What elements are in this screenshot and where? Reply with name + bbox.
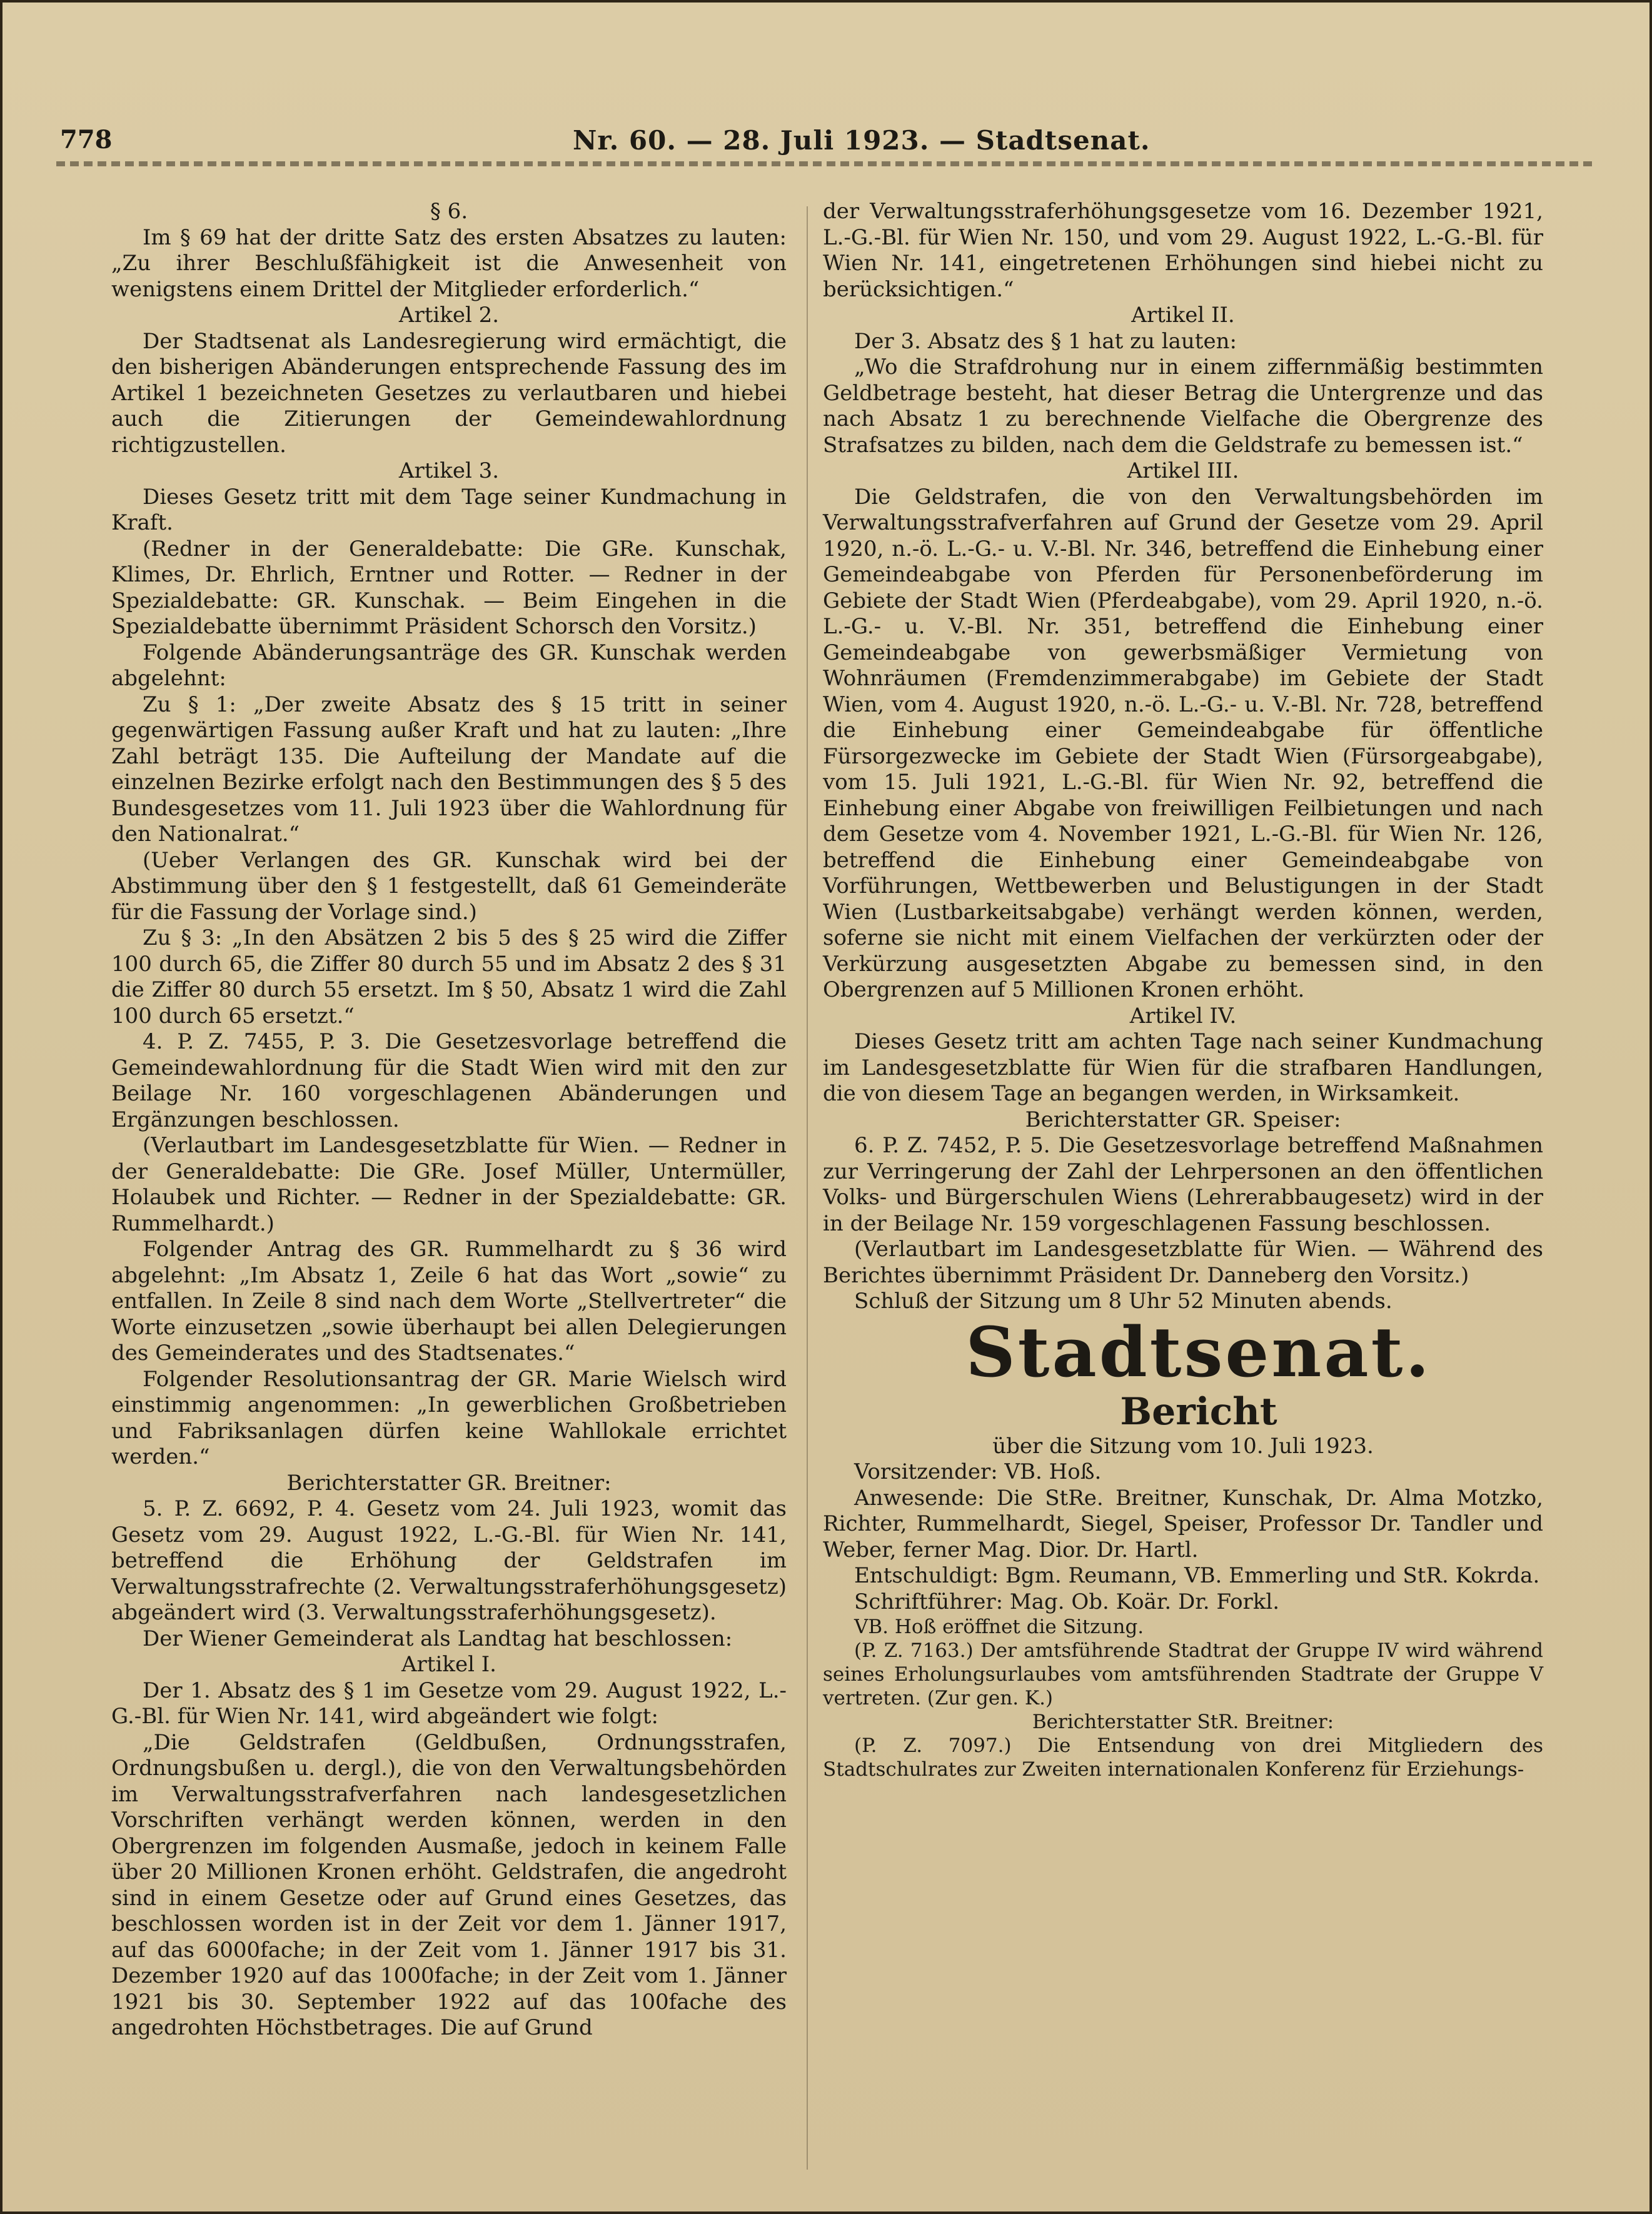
paragraph: Zu § 3: „In den Absätzen 2 bis 5 des § 25 wird die Ziffer 100 durch 65, die Ziffer 80 durch 55 und im Absatz 2 des § 31 die Ziffer 80 durch 55 ersetzt. Im § 50, Absatz 1 wird die Zahl 100 durch 65 ersetzt.“ xyxy=(111,925,787,1029)
section-title: Stadtsenat. xyxy=(965,1311,1432,1392)
section-heading: Artikel III. xyxy=(1127,458,1239,483)
paragraph: (P. Z. 7163.) Der amtsführende Stadtrat der Gruppe IV wird während seines Erholungsurlaubes vom amtsführenden Stadtrate der Gruppe V vertreten. (Zur gen. K.) xyxy=(823,1639,1543,1709)
section-heading: Artikel II. xyxy=(1131,303,1235,328)
paragraph: Der Stadtsenat als Landesregierung wird ermächtigt, die den bisherigen Abänderungen entsprechende Fassung des im Artikel 1 bezeichneten Gesetzes zu verlautbaren und hiebei auch die Zitierungen der Gemeindewahlordnung richtigzustellen. xyxy=(111,328,787,458)
paragraph: Berichterstatter StR. Breitner: xyxy=(1032,1711,1334,1733)
paragraph: Der 1. Absatz des § 1 im Gesetze vom 29. August 1922, L.-G.-Bl. für Wien Nr. 141, wird abgeändert wie folgt: xyxy=(111,1678,787,1729)
paragraph: Der Wiener Gemeinderat als Landtag hat beschlossen: xyxy=(143,1626,733,1651)
paragraph: Folgender Resolutionsantrag der GR. Marie Wielsch wird einstimmig angenommen: „In gewerblichen Großbetrieben und Fabriksanlagen dürfen keine Wahllokale errichtet werden.“ xyxy=(111,1366,787,1469)
paragraph: (Verlautbart im Landesgesetzblatte für Wien. — Redner in der Generaldebatte: Die GRe. Josef Müller, Untermüller, Holaubek und Richter. — Redner in der Spezialdebatte: GR. Rummelhardt.) xyxy=(111,1133,787,1236)
paragraph: 6. P. Z. 7452, P. 5. Die Gesetzesvorlage betreffend Maßnahmen zur Verringerung der Zahl der Lehrpersonen an den öffentlichen Volks- und Bürgerschulen Wiens (Lehrerabbaugesetz) wird in der in der Beilage Nr. 159 vorgeschlagenen Fassung beschlossen. xyxy=(823,1133,1543,1236)
section-heading: Berichterstatter GR. Speiser: xyxy=(1025,1107,1341,1132)
paragraph: „Die Geldstrafen (Geldbußen, Ordnungsstrafen, Ordnungsbußen u. dergl.), die von den Verwaltungsbehörden im Verwaltungsstrafverfahren nach landesgesetzlichen Vorschriften verhängt werden können, werden in den Obergrenzen im folgenden Ausmaße, jedoch in keinem Falle über 20 Millionen Kronen erhöht. Geldstrafen, die angedroht sind in einem Gesetze oder auf Grund eines Gesetzes, das beschlossen worden ist in der Zeit vor dem 1. Jänner 1917, auf das 6000fache; in der Zeit vom 1. Jänner 1917 bis 31. Dezember 1920 auf das 1000fache; in der Zeit vom 1. Jänner 1921 bis 30. September 1922 auf das 100fache des angedrohten Höchstbetrages. Die auf Grund xyxy=(111,1729,787,2040)
running-title: Nr. 60. — 28. Juli 1923. — Stadtsenat. xyxy=(573,125,1151,156)
paragraph: Dieses Gesetz tritt mit dem Tage seiner Kundmachung in Kraft. xyxy=(111,484,787,535)
paragraph: (P. Z. 7097.) Die Entsendung von drei Mitgliedern des Stadtschulrates zur Zweiten internationalen Konferenz für Erziehungs- xyxy=(823,1734,1543,1781)
left-column xyxy=(111,199,787,2041)
section-heading: Artikel IV. xyxy=(1129,1003,1237,1029)
paragraph: Vorsitzender: VB. Hoß. xyxy=(854,1459,1102,1484)
paragraph: der Verwaltungsstraferhöhungsgesetze vom 16. Dezember 1921, L.-G.-Bl. für Wien Nr. 150, und vom 29. August 1922, L.-G.-Bl. für Wien Nr. 141, eingetretenen Erhöhungen sind hiebei nicht zu berücksichtigen.“ xyxy=(823,199,1543,302)
paragraph: Entschuldigt: Bgm. Reumann, VB. Emmerling und StR. Kokrda. xyxy=(854,1563,1540,1588)
paragraph: Schriftführer: Mag. Ob. Koär. Dr. Forkl. xyxy=(854,1589,1280,1614)
paragraph: „Wo die Strafdrohung nur in einem ziffernmäßig bestimmten Geldbetrage besteht, hat dieser Betrag die Untergrenze und das nach Absatz 1 zu berechnende Vielfache die Obergrenze des Strafsatzes zu bilden, nach dem die Geldstrafe zu bemessen ist.“ xyxy=(823,355,1543,458)
paragraph: Der 3. Absatz des § 1 hat zu lauten: xyxy=(854,328,1237,354)
paragraph: Dieses Gesetz tritt am achten Tage nach seiner Kundmachung im Landesgesetzblatte für Wien für die strafbaren Handlungen, die von diesem Tage an begangen werden, in Wirksamkeit. xyxy=(823,1029,1543,1106)
paragraph: Folgende Abänderungsanträge des GR. Kunschak werden abgelehnt: xyxy=(111,640,787,691)
section-subtitle: Bericht xyxy=(1120,1389,1277,1434)
paragraph: (Verlautbart im Landesgesetzblatte für Wien. — Während des Berichtes übernimmt Präsident Dr. Danneberg den Vorsitz.) xyxy=(823,1237,1543,1288)
paragraph: (Ueber Verlangen des GR. Kunschak wird bei der Abstimmung über den § 1 festgestellt, daß 61 Gemeinderäte für die Fassung der Vorlage sind.) xyxy=(111,847,787,925)
paragraph: Die Geldstrafen, die von den Verwaltungsbehörden im Verwaltungsstrafverfahren auf Grund der Gesetze vom 29. April 1920, n.-ö. L.-G.- u. V.-Bl. Nr. 346, betreffend die Einhebung einer Gemeindeabgabe von Pferden für Personenbeförderung im Gebiete der Stadt Wien (Pferdeabgabe), vom 29. April 1920, n.-ö. L.-G.- u. V.-Bl. Nr. 351, betreffend die Einhebung einer Gemeindeabgabe von gewerbsmäßiger Vermietung von Wohnräumen (Fremdenzimmerabgabe) im Gebiete der Stadt Wien, vom 4. August 1920, n.-ö. L.-G.- u. V.-Bl. Nr. 728, betreffend die Einhebung einer Gemeindeabgabe für öffentliche Fürsorgezwecke im Gebiete der Stadt Wien (Fürsorgeabgabe), vom 15. Juli 1921, L.-G.-Bl. für Wien Nr. 92, betreffend die Einhebung einer Abgabe von freiwilligen Feilbietungen und nach dem Gesetze vom 4. November 1921, L.-G.-Bl. für Wien Nr. 126, betreffend die Einhebung einer Gemeindeabgabe von Vorführungen, Wettbewerben und Belustigungen in der Stadt Wien (Lustbarkeitsabgabe) verhängt werden können, werden, soferne sie nicht mit einem Vielfachen der verkürzten oder der Verkürzung ausgesetzten Abgabe zu bemessen sind, in den Obergrenzen auf 5 Millionen Kronen erhöht. xyxy=(823,484,1543,1002)
section-heading: Artikel 3. xyxy=(398,458,500,483)
paragraph: Anwesende: Die StRe. Breitner, Kunschak, Dr. Alma Motzko, Richter, Rummelhardt, Siegel, Speiser, Professor Dr. Tandler und Weber, ferner Mag. Dior. Dr. Hartl. xyxy=(823,1485,1543,1562)
paragraph: Schluß der Sitzung um 8 Uhr 52 Minuten abends. xyxy=(854,1289,1393,1314)
section-heading: § 6. xyxy=(430,199,468,224)
right-column xyxy=(823,199,1543,1781)
paragraph: Folgender Antrag des GR. Rummelhardt zu § 36 wird abgelehnt: „Im Absatz 1, Zeile 6 hat das Wort „sowie“ zu entfallen. In Zeile 8 sind nach dem Worte „Stellvertreter“ die Worte einzusetzen „sowie überhaupt bei allen Delegierungen des Gemeinderates und des Stadtsenates.“ xyxy=(111,1237,787,1366)
page-number: 778 xyxy=(60,125,113,154)
paragraph: (Redner in der Generaldebatte: Die GRe. Kunschak, Klimes, Dr. Ehrlich, Erntner und Rotter. — Redner in der Spezialdebatte: GR. Kunschak. — Beim Eingehen in die Spezialdebatte übernimmt Präsident Schorsch den Vorsitz.) xyxy=(111,536,787,639)
paragraph: Zu § 1: „Der zweite Absatz des § 15 tritt in seiner gegenwärtigen Fassung außer Kraft und hat zu lauten: „Ihre Zahl beträgt 135. Die Aufteilung der Mandate auf die einzelnen Bezirke erfolgt nach den Bestimmungen des § 5 des Bundesgesetzes vom 11. Juli 1923 über die Wahlordnung für den Nationalrat.“ xyxy=(111,692,787,847)
paragraph: 4. P. Z. 7455, P. 3. Die Gesetzesvorlage betreffend die Gemeindewahlordnung für die Stadt Wien wird mit den zur Beilage Nr. 160 vorgeschlagenen Abänderungen und Ergänzungen beschlossen. xyxy=(111,1029,787,1132)
paragraph: Im § 69 hat der dritte Satz des ersten Absatzes zu lauten: „Zu ihrer Beschlußfähigkeit ist die Anwesenheit von wenigstens einem Drittel der Mitglieder erforderlich.“ xyxy=(111,224,787,302)
paragraph: VB. Hoß eröffnet die Sitzung. xyxy=(854,1616,1144,1638)
section-heading: über die Sitzung vom 10. Juli 1923. xyxy=(992,1433,1374,1459)
section-heading: Artikel 2. xyxy=(398,303,500,328)
section-heading: Artikel I. xyxy=(401,1652,496,1677)
column-divider xyxy=(807,206,808,2170)
section-heading: Berichterstatter GR. Breitner: xyxy=(286,1470,612,1496)
header-rule xyxy=(56,161,1592,166)
paragraph: 5. P. Z. 6692, P. 4. Gesetz vom 24. Juli 1923, womit das Gesetz vom 29. August 1922, L.-G.-Bl. für Wien Nr. 141, betreffend die Erhöhung der Geldstrafen im Verwaltungsstrafrechte (2. Verwaltungsstraferhöhungsgesetz) abgeändert wird (3. Verwaltungsstraferhöhungsgesetz). xyxy=(111,1496,787,1625)
